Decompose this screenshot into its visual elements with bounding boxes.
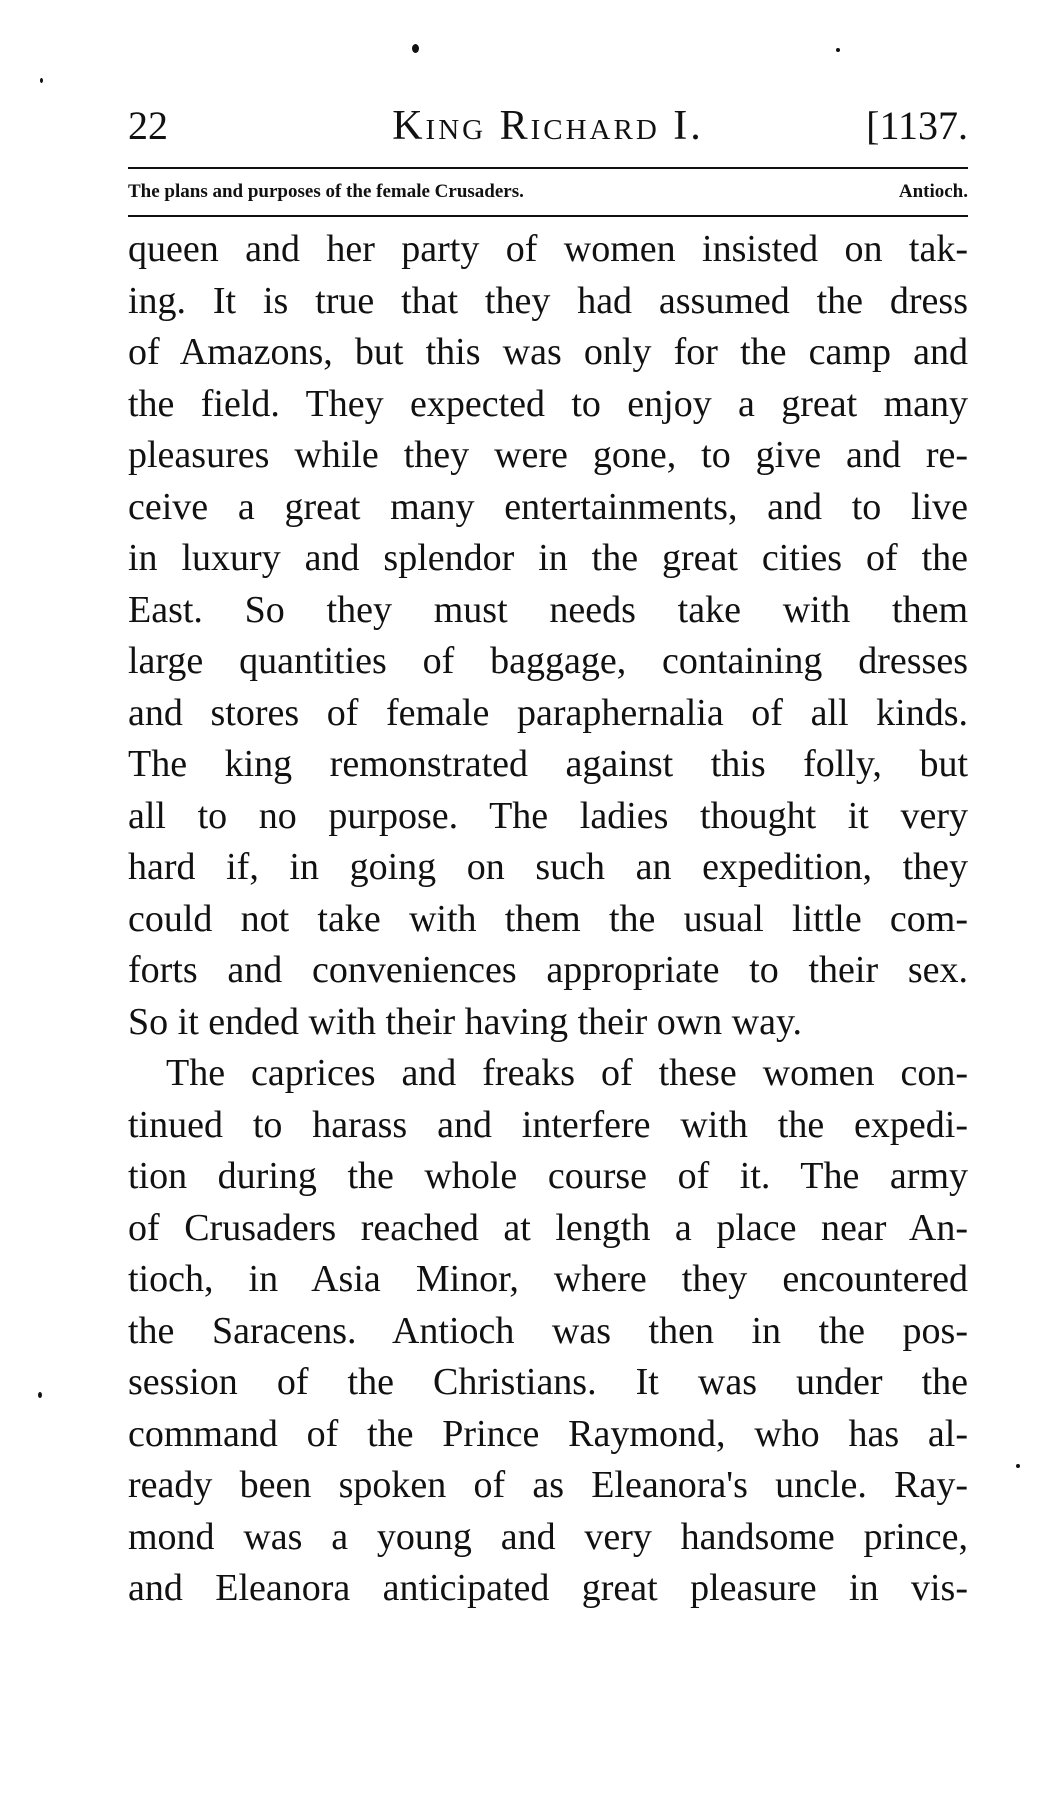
text-line: the Saracens. Antioch was then in the pos- — [128, 1309, 968, 1352]
header-rule-bottom — [128, 215, 968, 217]
ink-speck — [38, 1392, 42, 1398]
paragraph-1 — [128, 224, 968, 1048]
header-rule-top — [128, 167, 968, 169]
text-line: the field. They expected to enjoy a great many — [128, 382, 968, 425]
text-line: tinued to harass and interfere with the expedi- — [128, 1103, 968, 1146]
text-line: queen and her party of women insisted on tak- — [128, 228, 968, 270]
section-subheader — [128, 172, 968, 212]
text-line: The king remonstrated against this folly, but — [128, 743, 968, 785]
ink-speck — [40, 78, 43, 83]
text-line: ready been spoken of as Eleanora's uncle. Ray- — [128, 1464, 968, 1506]
subheader-place: Antioch. — [898, 181, 968, 202]
text-line: session of the Christians. It was under the — [128, 1361, 968, 1403]
page-number: 22 — [128, 103, 168, 148]
book-title: King Richard I. — [392, 103, 704, 149]
text-line: tioch, in Asia Minor, where they encountered — [128, 1258, 968, 1300]
text-line: East. So they must needs take with them — [128, 588, 968, 631]
text-line: and Eleanora anticipated great pleasure in vis- — [128, 1567, 968, 1609]
subheader-topic: The plans and purposes of the female Crusaders. — [128, 181, 524, 202]
ink-speck — [1016, 1464, 1020, 1468]
text-line: all to no purpose. The ladies thought it very — [128, 794, 968, 837]
text-line: of Crusaders reached at length a place near An- — [128, 1206, 968, 1249]
ink-speck — [412, 44, 419, 53]
text-line: command of the Prince Raymond, who has al- — [128, 1412, 968, 1455]
text-line: of Amazons, but this was only for the camp and — [128, 331, 968, 373]
text-line: ceive a great many entertainments, and to live — [128, 485, 968, 528]
text-line: forts and conveniences appropriate to their sex. — [128, 949, 968, 991]
text-line: large quantities of baggage, containing dresses — [128, 640, 968, 682]
running-header — [128, 96, 968, 156]
text-line: in luxury and splendor in the great cities of the — [128, 537, 968, 579]
text-line: mond was a young and very handsome prince, — [128, 1515, 968, 1558]
text-line: ing. It is true that they had assumed the dress — [128, 279, 968, 322]
text-line: pleasures while they were gone, to give and re- — [128, 434, 968, 476]
text-line: tion during the whole course of it. The army — [128, 1155, 968, 1197]
body-text — [128, 224, 968, 1615]
text-line: So it ended with their having their own way. — [128, 1000, 803, 1043]
text-line: could not take with them the usual little com- — [128, 897, 968, 940]
text-line: and stores of female paraphernalia of all kinds. — [128, 691, 968, 734]
header-year: [1137. — [866, 103, 968, 148]
ink-speck — [836, 48, 840, 52]
text-line: The caprices and freaks of these women con- — [166, 1052, 968, 1094]
paragraph-2 — [128, 1048, 968, 1615]
text-line: hard if, in going on such an expedition, they — [128, 846, 968, 888]
